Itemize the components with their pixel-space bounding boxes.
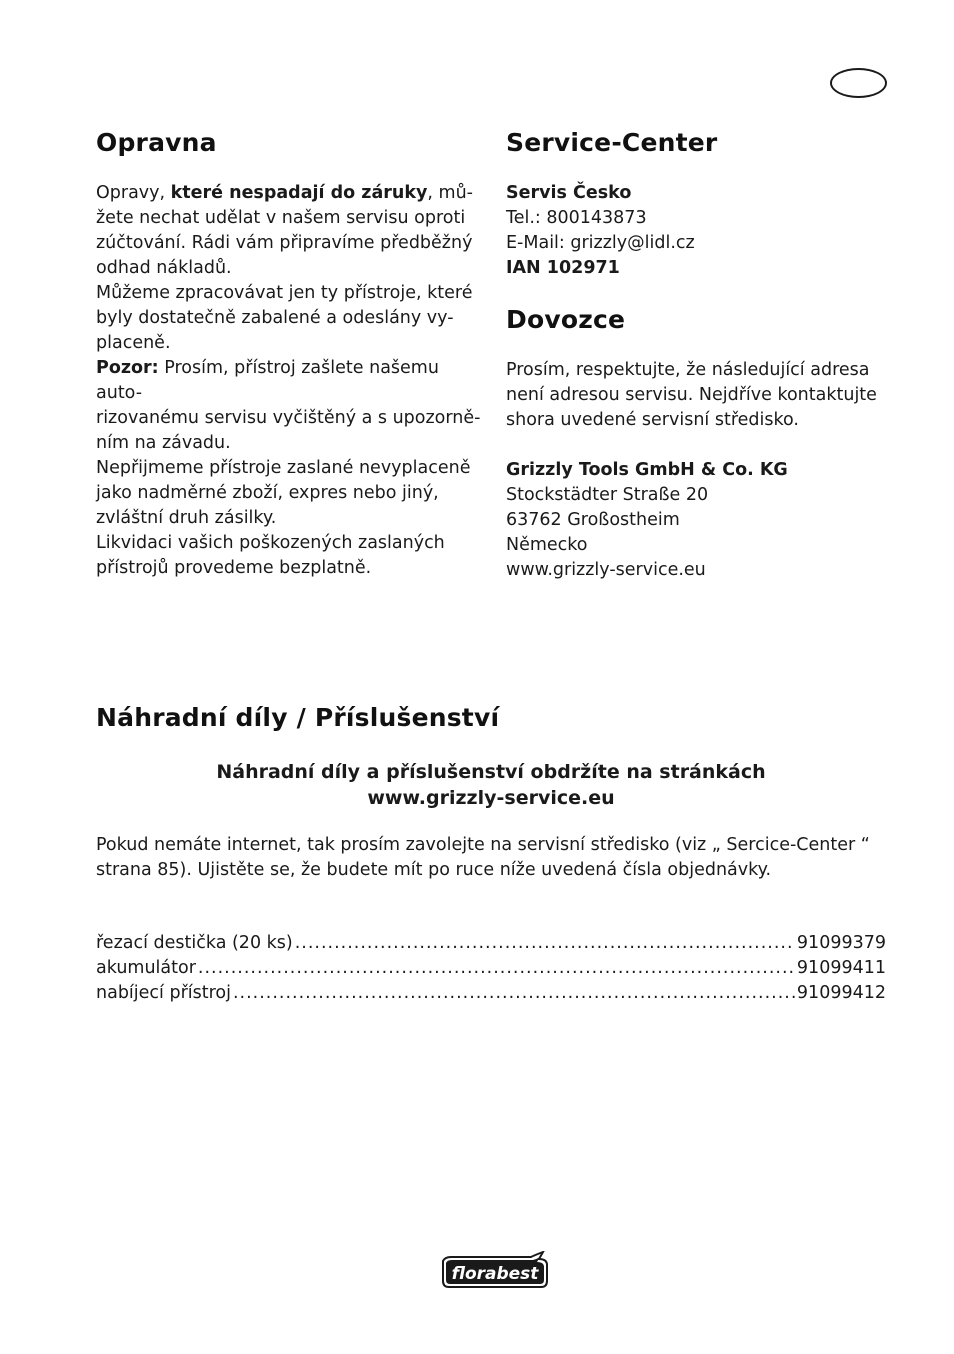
repair-text-bold: které nespadají do záruky bbox=[170, 183, 428, 203]
part-name: řezací destička (20 ks) bbox=[96, 933, 293, 953]
spare-parts-section bbox=[96, 703, 886, 1006]
repair-text bbox=[96, 181, 486, 581]
importer-street: Stockstädter Straße 20 bbox=[506, 485, 709, 505]
service-section bbox=[506, 128, 896, 583]
part-number: 91099412 bbox=[796, 983, 886, 1003]
florabest-logo bbox=[439, 1251, 551, 1289]
repair-text-cont: , mů- žete nechat udělat v našem servisu oproti zúčtování. Rádi vám připravíme předběžný odhad nákladů. Můžeme zpracovávat jen ty přístroje, které byly dostatečně zabalené a odeslány vy- placeně. bbox=[96, 183, 473, 353]
spare-parts-headline-url: www.grizzly-service.eu bbox=[367, 787, 615, 809]
repair-warning-text: Prosím, přístroj zašlete našemu auto- rizovanému servisu vyčištěný a s upozorně- ním na závadu. Nepřijmeme přístroje zaslané nevyplaceně jako nadměrné zboží, expres nebo jiný, zvláštní druh zásilky. Likvidaci vašich poškozených zaslaných přístrojů provedeme bezplatně. bbox=[96, 358, 481, 578]
service-phone: Tel.: 800143873 bbox=[506, 208, 647, 228]
part-name: akumulátor bbox=[96, 958, 196, 978]
part-name: nabíjecí přístroj bbox=[96, 983, 231, 1003]
spare-parts-list bbox=[96, 931, 886, 1006]
service-ian: IAN 102971 bbox=[506, 258, 620, 278]
language-badge-outline bbox=[830, 68, 887, 98]
part-number: 91099411 bbox=[796, 958, 886, 978]
importer-note: Prosím, respektujte, že následující adresa není adresou servisu. Nejdříve kontaktujte shora uvedené servisní středisko. bbox=[506, 360, 877, 430]
spare-parts-note: Pokud nemáte internet, tak prosím zavolejte na servisní středisko (viz „ Sercice-Center “ strana 85). Ujistěte se, že budete mít po ruce níže uvedená čísla objednávky. bbox=[96, 835, 870, 880]
logo-text: florabest bbox=[451, 1264, 539, 1284]
importer-city: 63762 Großostheim bbox=[506, 510, 680, 530]
leader-dots bbox=[233, 981, 795, 1006]
leader-dots bbox=[198, 956, 795, 981]
list-item bbox=[96, 956, 886, 981]
repair-heading: Opravna bbox=[96, 128, 217, 157]
spare-parts-headline bbox=[96, 759, 886, 811]
service-name: Servis Česko bbox=[506, 183, 632, 203]
repair-section bbox=[96, 128, 486, 581]
leader-dots bbox=[295, 931, 795, 956]
repair-text-intro: Opravy, bbox=[96, 183, 171, 203]
spare-parts-heading: Náhradní díly / Příslušenství bbox=[96, 703, 500, 732]
importer-website: www.grizzly-service.eu bbox=[506, 560, 706, 580]
list-item bbox=[96, 931, 886, 956]
service-email: E-Mail: grizzly@lidl.cz bbox=[506, 233, 695, 253]
list-item bbox=[96, 981, 886, 1006]
importer-country: Německo bbox=[506, 535, 588, 555]
service-heading: Service-Center bbox=[506, 128, 718, 157]
repair-warning-label: Pozor: bbox=[96, 358, 159, 378]
part-number: 91099379 bbox=[796, 933, 886, 953]
importer-heading: Dovozce bbox=[506, 305, 626, 334]
importer-company: Grizzly Tools GmbH & Co. KG bbox=[506, 460, 788, 480]
spare-parts-headline-line1: Náhradní díly a příslušenství obdržíte na stránkách bbox=[216, 761, 766, 783]
